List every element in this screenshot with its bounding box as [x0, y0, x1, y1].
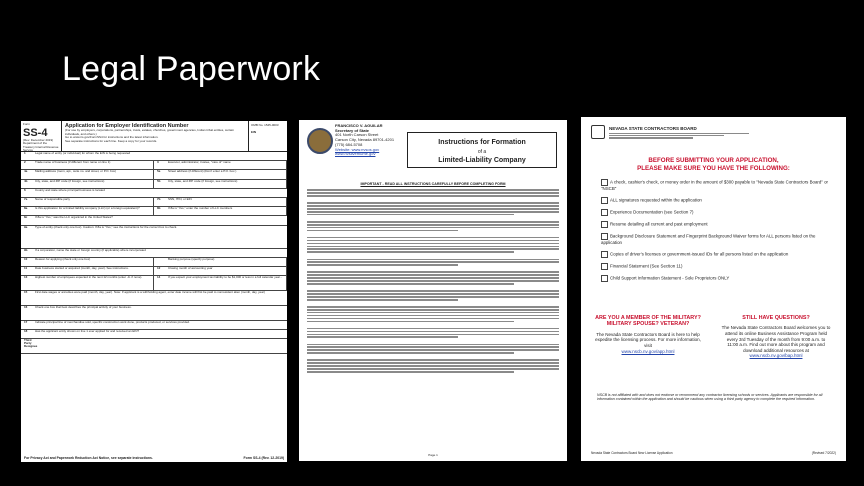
- ss4-line-number: 8a: [24, 206, 28, 211]
- ss4-line-text: Street address (if different) (Don't enter a P.O. box.): [168, 169, 237, 174]
- ss4-omb: OMB No. 1545-0003: [251, 123, 279, 127]
- text-line-placeholder: [307, 277, 559, 279]
- nscb-address-lines: [609, 132, 749, 140]
- nscb-head-2: PLEASE MAKE SURE YOU HAVE THE FOLLOWING:: [637, 165, 790, 172]
- ss4-line-number: 10: [24, 256, 28, 261]
- ss4-line-text: Mailing address (room, apt., suite no. and street, or P.O. box): [35, 169, 116, 174]
- ss4-footer: [24, 456, 284, 460]
- checkbox-icon[interactable]: [601, 209, 608, 216]
- ss4-line-text: If 8a is "Yes," enter the number of LLC members: [168, 206, 233, 211]
- text-line-placeholder: [307, 214, 514, 216]
- ss4-line-number: 4a: [24, 169, 28, 174]
- ss4-footer-left: For Privacy Act and Paperwork Reduction Act Notice, see separate instructions.: [24, 456, 153, 460]
- text-line-placeholder: [307, 352, 514, 354]
- ss4-line-number: 14: [157, 275, 161, 280]
- text-line-placeholder: [307, 331, 559, 333]
- llc-title-3: Limited-Liability Company: [438, 157, 526, 164]
- text-line-placeholder: [307, 211, 559, 213]
- checkbox-icon[interactable]: [601, 197, 608, 204]
- nscb-checklist: [601, 179, 832, 288]
- ss4-form-label: Form: [23, 122, 30, 126]
- sos-role: Secretary of State: [335, 127, 370, 133]
- ss4-line-text: Reason for applying (check only one box): [35, 256, 91, 261]
- text-line-placeholder: [307, 368, 559, 370]
- ss4-header: [21, 121, 287, 152]
- checklist-item-text: A check, cashier's check, or money order in the amount of $300 payable to "Nevada State Contractors Board" or "NSCB": [601, 179, 828, 191]
- ss4-line-number: 11: [24, 265, 28, 270]
- checklist-item: [601, 197, 832, 204]
- checkbox-icon[interactable]: [601, 179, 608, 186]
- text-line-placeholder: [307, 336, 458, 338]
- checkbox-icon[interactable]: [601, 263, 608, 270]
- text-line-placeholder: [307, 334, 559, 336]
- text-line-placeholder: [307, 259, 559, 261]
- text-line-placeholder: [307, 349, 559, 351]
- ss4-line-number: 1: [24, 151, 26, 155]
- llc-title-box: [407, 132, 557, 168]
- ss4-footer-right: Form SS-4 (Rev. 12-2019): [243, 456, 284, 460]
- ss4-line-text: First date wages or annuities were paid (month, day, year). Note: If applicant is a withholding agent, enter date income will first be paid to nonresident alien (month, day, year): [35, 290, 266, 295]
- ss4-line-number: 8c: [24, 215, 28, 220]
- text-line-placeholder: [307, 233, 559, 236]
- text-line-placeholder: [307, 221, 559, 223]
- checkbox-icon[interactable]: [601, 233, 608, 240]
- checklist-item-text: Experience Documentation (see Section 7): [610, 209, 694, 215]
- ss4-line-text: Type of entity (check only one box). Caution: If 8a is "Yes," see the instructions for the correct box to check.: [35, 224, 178, 229]
- llc-important-header: IMPORTANT - READ ALL INSTRUCTIONS CAREFULLY BEFORE COMPLETING FORM: [360, 182, 506, 186]
- ss4-line-text: Check one box that best describes the principal activity of your business.: [35, 305, 132, 310]
- sos-web1[interactable]: Website: www.nvsos.gov: [335, 146, 380, 152]
- text-line-placeholder: [307, 205, 559, 207]
- text-line-placeholder: [307, 230, 458, 232]
- text-line-placeholder: [307, 264, 458, 266]
- ss4-line-text: County and state where principal business is located: [35, 187, 105, 192]
- checkbox-icon[interactable]: [601, 251, 608, 258]
- text-line-placeholder: [307, 217, 559, 220]
- ss4-line-number: 5a: [157, 169, 161, 174]
- text-line-placeholder: [307, 280, 559, 282]
- ss4-lines: [21, 152, 287, 339]
- nevada-seal-icon: [307, 128, 333, 154]
- nscb-footer: [591, 451, 836, 455]
- ss4-line-text: If a corporation, name the state or foreign country (if applicable) where incorporated: [35, 247, 146, 252]
- text-line-placeholder: [307, 362, 559, 364]
- ss4-line-row: [21, 276, 287, 291]
- text-line-placeholder: [307, 321, 514, 323]
- form-ss4-thumbnail: [21, 121, 287, 462]
- ss4-line-number: 18: [24, 329, 28, 334]
- ss4-instr1: Go to www.irs.gov/FormSS4 for instructions and the latest information.: [65, 135, 159, 140]
- text-line-placeholder: [307, 286, 559, 289]
- ss4-line-number: 5b: [157, 178, 161, 183]
- ss4-form-number: SS-4: [23, 126, 48, 139]
- text-line-placeholder: [307, 195, 559, 197]
- text-line-placeholder: [307, 309, 559, 311]
- military-heading: ARE YOU A MEMBER OF THE MILITARY? MILITARY SPOUSE? VETERAN?: [595, 315, 701, 328]
- llc-footer: Page 1: [428, 453, 438, 457]
- nscb-disclaimer: NSCB is not affiliated with and does not endorse or recommend any contractor licensing schools or services. Applicants are responsible for all information contained within the application and should be cautious when using a third party agency to complete the required information.: [597, 393, 823, 402]
- text-line-placeholder: [307, 328, 559, 330]
- sos-phone: (775) 684-5708: [335, 141, 363, 147]
- text-line-placeholder: [307, 365, 559, 367]
- ss4-line-number: 6: [24, 187, 26, 192]
- nscb-checklist-heading: [581, 157, 846, 173]
- nscb-head-1: BEFORE SUBMITTING YOUR APPLICATION,: [648, 157, 779, 164]
- questions-heading: STILL HAVE QUESTIONS?: [742, 315, 810, 321]
- ss4-third-party: [21, 339, 287, 354]
- ss4-line-text: Date business started or acquired (month, day, year). See instructions.: [35, 265, 129, 270]
- ss4-line-number: 9b: [24, 247, 28, 252]
- text-line-placeholder: [307, 202, 559, 204]
- ss4-line-row: [21, 330, 287, 339]
- text-line-placeholder: [307, 283, 514, 285]
- text-line-placeholder: [307, 208, 559, 210]
- checklist-item-text: Copies of driver's licenses or government-issued IDs for all persons listed on the application: [610, 251, 789, 257]
- ss4-line-text: If 8a is "Yes," was the LLC organized in the United States?: [35, 215, 113, 220]
- checkbox-icon[interactable]: [601, 221, 608, 228]
- ss4-line-row: [21, 226, 287, 249]
- questions-info-block: [721, 315, 831, 359]
- sos-addr1: 401 North Carson Street: [335, 132, 379, 138]
- text-line-placeholder: [307, 293, 559, 295]
- text-line-placeholder: [307, 189, 559, 191]
- llc-body-text: [299, 186, 567, 376]
- nscb-footer-right: (Revised 7/2022): [811, 451, 836, 455]
- questions-link[interactable]: www.nscb.nv.gov/bap.html: [749, 353, 803, 359]
- text-line-placeholder: [307, 339, 559, 342]
- text-line-placeholder: [307, 344, 559, 346]
- checklist-item: [601, 221, 832, 228]
- ss4-line-text: If you expect your employment tax liability to be $1,000 or less in a full calendar year...: [168, 275, 283, 280]
- ss4-ein: EIN: [251, 130, 257, 134]
- ss4-subtitle: (For use by employers, corporations, partnerships, trusts, estates, churches, government agencies, Indian tribal entities, certain individuals, and others.): [65, 128, 234, 136]
- checkbox-icon[interactable]: [601, 275, 608, 282]
- sos-addr2: Carson City, Nevada 89701-4201: [335, 137, 395, 143]
- checklist-item-text: Background Disclosure Statement and Fingerprint Background Waiver forms for ALL persons listed on the application: [601, 233, 816, 246]
- checklist-item-text: Financial Statement (See Section 11): [610, 263, 683, 269]
- text-line-placeholder: [307, 359, 559, 361]
- questions-body: The Nevada State Contractors Board welcomes you to attend its online Business Assistance Program held every 3rd Tuesday of the month from 9:00 a.m. to 11:00 a.m. Find out more about this program and download additional resources at: [721, 325, 831, 353]
- text-line-placeholder: [307, 302, 559, 305]
- checklist-item: [601, 263, 832, 270]
- nscb-logo-icon: [591, 125, 605, 139]
- ss4-line-number: 9a: [24, 224, 28, 229]
- ss4-agency: Department of the Treasury Internal Revenue Service: [23, 141, 59, 152]
- ss4-line-number: 12: [157, 265, 161, 270]
- text-line-placeholder: [307, 246, 559, 248]
- text-line-placeholder: [307, 271, 559, 273]
- checklist-item: [601, 179, 832, 192]
- ss4-title: Application for Employer Identification Number: [65, 123, 189, 129]
- text-line-placeholder: [307, 290, 559, 292]
- nscb-footer-left: Nevada State Contractors Board New License Application: [591, 451, 673, 455]
- military-info-block: [593, 315, 703, 354]
- llc-title-1: Instructions for Formation: [438, 139, 526, 146]
- text-line-placeholder: [307, 274, 559, 276]
- text-line-placeholder: [307, 261, 559, 263]
- text-line-placeholder: [307, 299, 458, 301]
- text-line-placeholder: [307, 227, 559, 229]
- text-line-placeholder: [307, 267, 559, 270]
- text-line-placeholder: [307, 237, 559, 239]
- ss4-line-number: 3: [157, 160, 159, 165]
- text-line-placeholder: [307, 243, 559, 245]
- ss4-line-text: Trade name of business (if different from name on line 1): [35, 160, 111, 165]
- checklist-item-text: Resume detailing all current and past employment: [610, 221, 708, 227]
- text-line-placeholder: [307, 198, 559, 201]
- text-line-placeholder: [307, 355, 559, 358]
- checklist-item-text: Child Support Information Statement - Sole Proprietors ONLY: [610, 275, 730, 281]
- ss4-line-text: Indicate principal line of merchandise sold, specific construction work done, products produced, or services provided.: [35, 320, 190, 325]
- text-line-placeholder: [307, 240, 559, 242]
- ss4-line-number: 2: [24, 160, 26, 165]
- ss4-line-text: Is this application for a limited liability company (LLC) (or a foreign equivalent)?: [35, 206, 140, 211]
- sos-address-block: [335, 124, 394, 157]
- checklist-item: [601, 275, 832, 282]
- text-line-placeholder: [307, 306, 559, 308]
- text-line-placeholder: [307, 296, 559, 298]
- ss4-line-text: Executor, administrator, trustee, "care of" name: [168, 160, 231, 165]
- nscb-checklist-thumbnail: [581, 117, 846, 461]
- ss4-line-text: Closing month of accounting year: [168, 265, 213, 270]
- ss4-instr2: See separate instructions for each line. Keep a copy for your records.: [65, 138, 158, 143]
- sos-name: FRANCISCO V. AGUILAR: [335, 123, 383, 128]
- ss4-line-text: Name of responsible party: [35, 196, 71, 201]
- military-body: The Nevada State Contractors Board is here to help expedite the licensing process. For more information, visit: [595, 331, 701, 348]
- ss4-line-text: City, state, and ZIP code (if foreign, see instructions): [168, 178, 238, 183]
- checklist-item: [601, 209, 832, 216]
- ss4-line-text: SSN, ITIN, or EIN: [168, 196, 192, 201]
- sos-web2[interactable]: www.nvsilverflume.gov: [335, 151, 376, 157]
- text-line-placeholder: [307, 224, 559, 226]
- ss4-line-number: 7b: [157, 196, 161, 201]
- ss4-line-number: 7a: [24, 196, 28, 201]
- text-line-placeholder: [307, 251, 514, 253]
- checklist-item: [601, 233, 832, 246]
- ss4-line-number: 4b: [24, 178, 28, 183]
- llc-title-2: of a: [477, 149, 487, 155]
- ss4-line-text: Banking purpose (specify purpose): [168, 256, 215, 261]
- text-line-placeholder: [307, 318, 559, 320]
- text-line-placeholder: [307, 248, 559, 250]
- ss4-line-row: [21, 291, 287, 306]
- ss4-line-number: 8b: [157, 206, 161, 211]
- text-line-placeholder: [307, 312, 559, 314]
- ss4-line-text: City, state, and ZIP code (if foreign, see instructions): [35, 178, 105, 183]
- checklist-item-text: ALL signatures requested within the application: [610, 197, 702, 203]
- ss4-line-number: 13: [24, 275, 28, 280]
- ss4-line-number: 16: [24, 305, 28, 310]
- text-line-placeholder: [307, 323, 559, 326]
- military-link[interactable]: www.nscb.nv.gov/app.html: [621, 348, 675, 354]
- ss4-line-text: Legal name of entity (or individual) for whom the EIN is being requested: [35, 151, 131, 155]
- text-line-placeholder: [307, 254, 559, 257]
- text-line-placeholder: [307, 315, 559, 317]
- slide-title: Legal Paperwork: [62, 50, 321, 88]
- ss4-line-number: 15: [24, 290, 28, 295]
- ss4-rev: (Rev. December 2019): [23, 137, 54, 142]
- llc-instructions-thumbnail: [299, 120, 567, 461]
- text-line-placeholder: [307, 192, 559, 194]
- ss4-line-text: Highest number of employees expected in the next 12 months (enter -0- if none).: [35, 275, 143, 280]
- ss4-line-text: Has the applicant entity shown on line 1 ever applied for and received an EIN?: [35, 329, 140, 334]
- checklist-item: [601, 251, 832, 258]
- ss4-line-row: [21, 306, 287, 321]
- nscb-org-name: NEVADA STATE CONTRACTORS BOARD: [609, 126, 697, 131]
- third-party-label: Third Party Designee: [24, 338, 38, 349]
- text-line-placeholder: [307, 346, 559, 348]
- ss4-line-number: 17: [24, 320, 28, 325]
- text-line-placeholder: [307, 371, 514, 373]
